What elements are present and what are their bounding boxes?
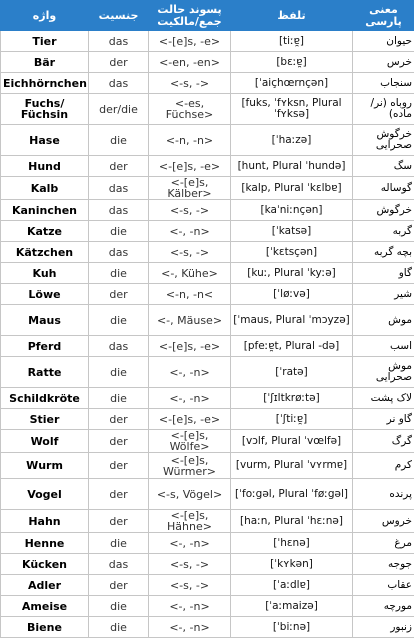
meaning-cell: جوجه xyxy=(353,554,414,575)
meaning-cell: گاو xyxy=(353,263,414,284)
pronunciation-cell: [ˈhaːzə] xyxy=(231,125,353,156)
pronunciation-cell: [kaˈniːnçən] xyxy=(231,200,353,221)
table-row xyxy=(1,284,414,305)
suffix-cell: <-, -n> xyxy=(149,596,231,617)
gender-cell: das xyxy=(89,200,149,221)
table-row xyxy=(1,554,414,575)
suffix-cell: <-[e]s, -e> xyxy=(149,31,231,52)
suffix-cell: <-[e]s, -e> xyxy=(149,336,231,357)
gender-cell: das xyxy=(89,31,149,52)
meaning-cell: بچه گربه xyxy=(353,242,414,263)
suffix-cell: <-[e]s, Hähne> xyxy=(149,510,231,533)
meaning-cell: موش xyxy=(353,305,414,336)
gender-cell: das xyxy=(89,242,149,263)
table-row xyxy=(1,31,414,52)
suffix-cell: <-s, Vögel> xyxy=(149,479,231,510)
suffix-cell: <-[e]s, Wölfe> xyxy=(149,430,231,453)
word-cell: Kücken xyxy=(1,554,89,575)
suffix-cell: <-[e]s, Würmer> xyxy=(149,453,231,479)
table-row xyxy=(1,73,414,94)
table-row xyxy=(1,200,414,221)
suffix-cell: <-n, -n< xyxy=(149,284,231,305)
gender-cell: der xyxy=(89,575,149,596)
header-pronunciation: تلفظ xyxy=(231,1,353,31)
meaning-cell: خرگوش xyxy=(353,200,414,221)
pronunciation-cell: [ˈkʏkən] xyxy=(231,554,353,575)
meaning-cell: پرنده xyxy=(353,479,414,510)
meaning-cell: کرم xyxy=(353,453,414,479)
table-row xyxy=(1,409,414,430)
table-row xyxy=(1,596,414,617)
gender-cell: die xyxy=(89,357,149,388)
word-cell: Katze xyxy=(1,221,89,242)
meaning-cell: موش صحرایی xyxy=(353,357,414,388)
suffix-cell: <-s, -> xyxy=(149,554,231,575)
meaning-cell: سگ xyxy=(353,156,414,177)
table-row xyxy=(1,156,414,177)
word-cell: Henne xyxy=(1,533,89,554)
table-row xyxy=(1,388,414,409)
pronunciation-cell: [ˈaːmaizə] xyxy=(231,596,353,617)
gender-cell: der xyxy=(89,52,149,73)
word-cell: Ratte xyxy=(1,357,89,388)
header-gender: جنسیت xyxy=(89,1,149,31)
word-cell: Kuh xyxy=(1,263,89,284)
table-row xyxy=(1,617,414,638)
gender-cell: die xyxy=(89,263,149,284)
pronunciation-cell: [kalp, Plural ˈkɛlbɐ] xyxy=(231,177,353,200)
meaning-cell: حیوان xyxy=(353,31,414,52)
pronunciation-cell: [ˈʃtiːɐ̯] xyxy=(231,409,353,430)
word-cell: Wolf xyxy=(1,430,89,453)
table-row xyxy=(1,305,414,336)
table-row xyxy=(1,221,414,242)
gender-cell: die xyxy=(89,221,149,242)
word-cell: Bär xyxy=(1,52,89,73)
header-meaning: معنی پارسی xyxy=(353,1,414,31)
word-cell: Ameise xyxy=(1,596,89,617)
gender-cell: die xyxy=(89,305,149,336)
suffix-cell: <-, Kühe> xyxy=(149,263,231,284)
meaning-cell: لاک پشت xyxy=(353,388,414,409)
word-cell: Kätzchen xyxy=(1,242,89,263)
table-header-row xyxy=(1,1,414,31)
suffix-cell: <-, -n> xyxy=(149,617,231,638)
suffix-cell: <-, -n> xyxy=(149,357,231,388)
gender-cell: das xyxy=(89,336,149,357)
meaning-cell: خرگوش صحرایی xyxy=(353,125,414,156)
word-cell: Maus xyxy=(1,305,89,336)
table-row xyxy=(1,533,414,554)
meaning-cell: گاو نر xyxy=(353,409,414,430)
suffix-cell: <-, -n> xyxy=(149,388,231,409)
gender-cell: die xyxy=(89,125,149,156)
meaning-cell: سنجاب xyxy=(353,73,414,94)
gender-cell: der xyxy=(89,409,149,430)
word-cell: Fuchs/ Füchsin xyxy=(1,94,89,125)
table-row xyxy=(1,52,414,73)
word-cell: Schildkröte xyxy=(1,388,89,409)
suffix-cell: <-, Mäuse> xyxy=(149,305,231,336)
table-row xyxy=(1,575,414,596)
meaning-cell: شیر xyxy=(353,284,414,305)
suffix-cell: <-[e]s, -e> xyxy=(149,409,231,430)
word-cell: Stier xyxy=(1,409,89,430)
meaning-cell: خرس xyxy=(353,52,414,73)
pronunciation-cell: [ˈratə] xyxy=(231,357,353,388)
gender-cell: das xyxy=(89,177,149,200)
suffix-cell: <-s, -> xyxy=(149,242,231,263)
suffix-cell: <-es, Füchse> xyxy=(149,94,231,125)
pronunciation-cell: [ˈhɛnə] xyxy=(231,533,353,554)
pronunciation-cell: [ˈkɛtsçən] xyxy=(231,242,353,263)
header-word: واژه xyxy=(1,1,89,31)
word-cell: Tier xyxy=(1,31,89,52)
word-cell: Hahn xyxy=(1,510,89,533)
word-cell: Vogel xyxy=(1,479,89,510)
meaning-cell: گرگ xyxy=(353,430,414,453)
pronunciation-cell: [ˈaiçhœrnçən] xyxy=(231,73,353,94)
header-suffix: پسوند حالت جمع/مالکیت xyxy=(149,1,231,31)
meaning-cell: خروس xyxy=(353,510,414,533)
word-cell: Pferd xyxy=(1,336,89,357)
meaning-cell: زنبور xyxy=(353,617,414,638)
table-row xyxy=(1,430,414,453)
table-row xyxy=(1,453,414,479)
pronunciation-cell: [ˈʃɪltkrøːtə] xyxy=(231,388,353,409)
suffix-cell: <-[e]s, Kälber> xyxy=(149,177,231,200)
meaning-cell: مرغ xyxy=(353,533,414,554)
pronunciation-cell: [ˈløːvə] xyxy=(231,284,353,305)
table-row xyxy=(1,357,414,388)
table-row xyxy=(1,336,414,357)
word-cell: Hund xyxy=(1,156,89,177)
gender-cell: das xyxy=(89,73,149,94)
table-row xyxy=(1,510,414,533)
pronunciation-cell: [kuː, Plural ˈkyːə] xyxy=(231,263,353,284)
pronunciation-cell: [vɔlf, Plural ˈvœlfə] xyxy=(231,430,353,453)
suffix-cell: <-s, -> xyxy=(149,73,231,94)
meaning-cell: روباه (نر/ماده) xyxy=(353,94,414,125)
meaning-cell: مورچه xyxy=(353,596,414,617)
table-row xyxy=(1,177,414,200)
meaning-cell: اسب xyxy=(353,336,414,357)
pronunciation-cell: [fuks, ˈfʏksn, Plural ˈfʏksə] xyxy=(231,94,353,125)
suffix-cell: <-s, -> xyxy=(149,575,231,596)
gender-cell: die xyxy=(89,388,149,409)
table-row xyxy=(1,479,414,510)
word-cell: Kalb xyxy=(1,177,89,200)
table-body xyxy=(1,31,414,638)
word-cell: Wurm xyxy=(1,453,89,479)
table-row xyxy=(1,242,414,263)
suffix-cell: <-en, -en> xyxy=(149,52,231,73)
gender-cell: der xyxy=(89,479,149,510)
word-cell: Löwe xyxy=(1,284,89,305)
pronunciation-cell: [ˈkatsə] xyxy=(231,221,353,242)
word-cell: Hase xyxy=(1,125,89,156)
suffix-cell: <-n, -n> xyxy=(149,125,231,156)
suffix-cell: <-[e]s, -e> xyxy=(149,156,231,177)
pronunciation-cell: [ˈaːdlɐ] xyxy=(231,575,353,596)
suffix-cell: <-s, -> xyxy=(149,200,231,221)
pronunciation-cell: [ˈmaus, Plural ˈmɔyzə] xyxy=(231,305,353,336)
pronunciation-cell: [bɛːɐ̯] xyxy=(231,52,353,73)
gender-cell: die xyxy=(89,596,149,617)
word-cell: Biene xyxy=(1,617,89,638)
pronunciation-cell: [ˈfoːgəl, Plural ˈføːgəl] xyxy=(231,479,353,510)
pronunciation-cell: [hunt, Plural ˈhundə] xyxy=(231,156,353,177)
gender-cell: das xyxy=(89,554,149,575)
pronunciation-cell: [pfeːɐ̯t, Plural -də] xyxy=(231,336,353,357)
gender-cell: die xyxy=(89,533,149,554)
gender-cell: die xyxy=(89,617,149,638)
table-row xyxy=(1,94,414,125)
gender-cell: der xyxy=(89,510,149,533)
pronunciation-cell: [ˈbiːnə] xyxy=(231,617,353,638)
gender-cell: der/die xyxy=(89,94,149,125)
word-cell: Kaninchen xyxy=(1,200,89,221)
meaning-cell: گربه xyxy=(353,221,414,242)
word-cell: Eichhörnchen xyxy=(1,73,89,94)
gender-cell: der xyxy=(89,453,149,479)
meaning-cell: عقاب xyxy=(353,575,414,596)
table-row xyxy=(1,263,414,284)
meaning-cell: گوساله xyxy=(353,177,414,200)
gender-cell: der xyxy=(89,284,149,305)
pronunciation-cell: [tiːɐ̯] xyxy=(231,31,353,52)
pronunciation-cell: [vurm, Plural ˈvʏrmɐ] xyxy=(231,453,353,479)
gender-cell: der xyxy=(89,430,149,453)
suffix-cell: <-, -n> xyxy=(149,533,231,554)
pronunciation-cell: [haːn, Plural ˈhɛːnə] xyxy=(231,510,353,533)
table-row xyxy=(1,125,414,156)
word-cell: Adler xyxy=(1,575,89,596)
gender-cell: der xyxy=(89,156,149,177)
suffix-cell: <-, -n> xyxy=(149,221,231,242)
